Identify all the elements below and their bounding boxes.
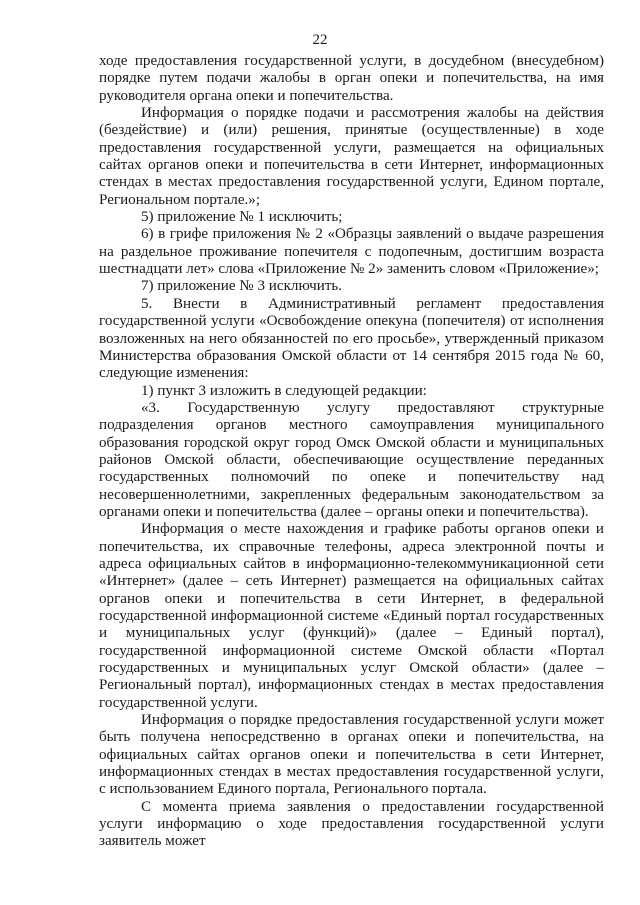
paragraph-continuation: ходе предоставления государственной услуги, в досудебном (внесудебном) порядке путем подачи жалобы в орган опеки и попечительства, на имя руководителя органа опеки и попечительства. bbox=[99, 53, 604, 104]
list-item-5: 5) приложение № 1 исключить; bbox=[141, 209, 343, 226]
paragraph-clause-3: «3. Государственную услугу предоставляют структурные подразделения органов местного самоуправления муниципального образования городской округ город Омск Омской области и муниципальных районов Омской области, обеспечивающие осуществление переданных государственных полномочий по опеке и попечительству над несовершеннолетними, закрепленных федеральным законодательством за органами опеки и попечительства (далее – органы опеки и попечительства). bbox=[99, 399, 604, 520]
paragraph-procedure-info: Информация о порядке предоставления государственной услуги может быть получена непосредственно в органах опеки и попечительства, на официальных сайтах органов опеки и попечительства в сети Интернет, информационных стендах в местах предоставления государственной услуги, с использованием Единого портала, Регионального портала. bbox=[99, 712, 604, 798]
paragraph-location-info: Информация о месте нахождения и графике работы органов опеки и попечительства, их справочные телефоны, адреса электронной почты и адреса официальных сайтов в информационно-телекоммуникационной сети «Интернет» (далее – сеть Интернет) размещается на официальных сайтах органов опеки и попечительства в сети Интернет, в федеральной государственной информационной системе «Единый портал государственных и муниципальных услуг (функций)» (далее – Единый портал), государственной информационной системе Омской области «Портал государственных и муниципальных услуг Омской области» (далее – Региональный портал), информационных стендах в местах предоставления государственной услуги. bbox=[99, 521, 604, 711]
paragraph-complaint-info: Информация о порядке подачи и рассмотрения жалобы на действия (бездействие) и (или) решения, принятые (осуществленные) в ходе предоставления государственной услуги, размещается на официальных сайтах органов опеки и попечительства в сети Интернет, информационных стендах в местах предоставления государственной услуги, Едином портале, Региональном портале.»; bbox=[99, 105, 604, 208]
list-item-1: 1) пункт 3 изложить в следующей редакции: bbox=[141, 382, 427, 399]
page-number: 22 bbox=[312, 32, 328, 48]
list-item-6: 6) в грифе приложения № 2 «Образцы заявлений о выдаче разрешения на раздельное проживание попечителя с подопечным, достигшим возраста шестнадцати лет» слова «Приложение № 2» заменить словом «Приложение»; bbox=[99, 226, 604, 278]
document-body bbox=[99, 53, 604, 851]
paragraph-progress-info: С момента приема заявления о предоставлении государственной услуги информацию о ходе предоставления государственной услуги заявитель может bbox=[99, 798, 604, 850]
list-item-7: 7) приложение № 3 исключить. bbox=[141, 278, 343, 295]
paragraph-section-5: 5. Внести в Административный регламент предоставления государственной услуги «Освобождение опекуна (попечителя) от исполнения возложенных на него обязанностей по его просьбе», утвержденный приказом Министерства образования Омской области от 14 сентября 2015 года № 60, следующие изменения: bbox=[99, 295, 604, 382]
